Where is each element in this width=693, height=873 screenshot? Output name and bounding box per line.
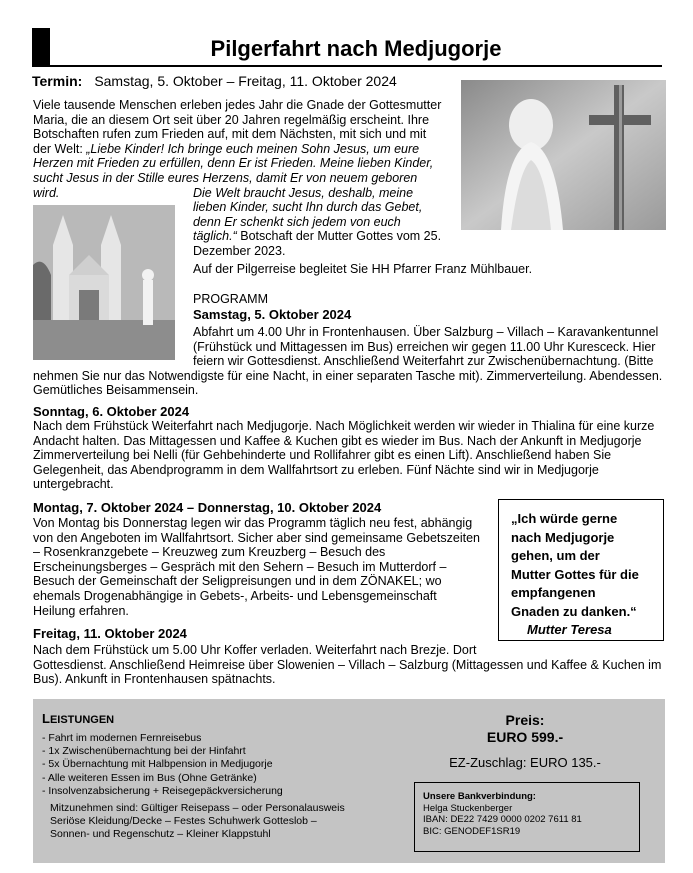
leistungen-heading-initial: L	[42, 711, 50, 726]
intro-line	[193, 186, 443, 201]
day3-text	[33, 516, 485, 618]
begleitet-line: Auf der Pilgerreise begleitet Sie HH Pfarrer Franz Mühlbauer.	[193, 262, 533, 276]
day3-heading: Montag, 7. Oktober 2024 – Donnerstag, 10. Oktober 2024	[33, 500, 382, 515]
madonna-cross-photo	[461, 80, 666, 230]
intro-line	[193, 215, 443, 230]
day1-line: Gemütliches Beisammensein.	[33, 383, 199, 398]
intro-line	[33, 142, 443, 157]
intro-line	[193, 229, 443, 244]
preis-label: Preis:	[505, 712, 545, 728]
intro-line	[33, 156, 443, 171]
day2-line: Gelegenheit, das Abendprogramm in dem Wallfahrtsort zu erleben. Fünf Nächte sind wir in Medjugorje	[33, 462, 599, 477]
bank-bic: BIC: GENODEF1SR19	[423, 825, 521, 837]
day3-line: ehemals Drogenabhängige in Gebets-, Arbeits- und Lebensgemeinschaft	[33, 588, 437, 603]
day2-line: Nach dem Frühstück Weiterfahrt nach Medjugorje. Nach Möglichkeit werden wir wieder in Thialina für eine kurze	[33, 419, 655, 433]
title-black-bar	[32, 28, 50, 65]
quote-line: nach Medjugorje	[511, 529, 615, 545]
termin-label: Termin:	[32, 73, 83, 89]
quote-line: Gnaden zu danken.“	[511, 603, 637, 619]
day4-line: Gottesdienst. Anschließend Heimreise über Slowenien – Villach – Salzburg (Mittagessen und Kaffee & Kuchen im	[33, 657, 662, 672]
day4-heading: Freitag, 11. Oktober 2024	[33, 626, 187, 641]
preis-value: EURO 599.-	[486, 729, 564, 745]
leistungen-heading	[42, 711, 114, 726]
leistungen-heading-rest: EISTUNGEN	[49, 714, 115, 726]
day2-line: untergebracht.	[33, 477, 114, 492]
day3-line: Von Montag bis Donnerstag legen wir das Programm täglich neu fest, abhängig	[33, 516, 473, 530]
bank-heading: Unsere Bankverbindung:	[423, 791, 536, 802]
bank-box	[414, 782, 640, 852]
intro-quote-text: denn Er schenkt sich jedem von euch	[193, 214, 401, 229]
day4-line: Bus). Ankunft in Frontenhausen spätnachts.	[33, 672, 276, 687]
leistung-item: - Alle weiteren Essen im Bus (Ohne Getränke)	[42, 772, 283, 785]
leistung-item: - Fahrt im modernen Fernreisebus	[42, 732, 283, 745]
intro-text: der Welt:	[33, 141, 87, 156]
leistung-item: - 5x Übernachtung mit Halbpension in Medjugorje	[42, 758, 283, 771]
day4-text	[33, 643, 665, 687]
day2-line: Andacht halten. Das Mittagessen und Kaffee & Kuchen gibt es wieder im Bus. Nach der Ankunft in Medjugorje	[33, 433, 642, 448]
quote-line: Mutter Gottes für die	[511, 566, 639, 582]
preis-block	[420, 712, 630, 746]
day1-text-wide	[33, 369, 665, 398]
mitnehmen-line: Sonnen- und Regenschutz – Kleiner Klappstuhl	[50, 828, 271, 841]
mitnehmen-text	[50, 802, 345, 842]
intro-text: Botschaft der Mutter Gottes vom 25.	[236, 229, 442, 244]
day1-text	[193, 325, 665, 369]
leistungen-list	[42, 732, 283, 798]
quote-line: empfangenen	[511, 585, 596, 600]
day2-text	[33, 419, 665, 492]
day2-line: Zimmerverteilung bei Nelli (für Gehbehinderte und Rollifahrer gibt es einen Lift). Anschließend haben Sie	[33, 448, 612, 463]
day3-line: Heilung erfahren.	[33, 603, 129, 618]
day3-line: Besuch der Gemeinschaft der Seligpreisungen und in dem ZÖNAKEL; wo	[33, 574, 442, 589]
leistung-item: - 1x Zwischenübernachtung bei der Hinfahrt	[42, 745, 283, 758]
intro-line: Botschaften rufen zum Frieden auf, mit dem Nächsten, mit sich und mit	[33, 127, 427, 142]
day3-line: Erscheinungsberges – Gespräch mit den Sehern – Besuch im Mutterdorf –	[33, 559, 447, 574]
day3-line: – Rosenkranzgebete – Kreuzweg zum Kreuzberg – Besuch des	[33, 545, 386, 560]
intro-quote-text: „Liebe Kinder! Ich bringe euch meinen Sohn Jesus, um eure	[86, 141, 420, 156]
intro-quote-text: Die Welt braucht Jesus, deshalb, meine	[193, 185, 414, 200]
day1-heading: Samstag, 5. Oktober 2024	[193, 307, 352, 322]
intro-line: Maria, die an diesem Ort seit über 20 Jahren regelmäßig erscheint. Ihre	[33, 112, 430, 127]
leistung-item: - Insolvenzabsicherung + Reisegepäckversicherung	[42, 785, 283, 798]
day1-line: (Frühstück und Mittagessen im Bus) erreichen wir gegen 11.00 Uhr Kuresceck. Hier	[193, 339, 656, 354]
bank-name: Helga Stuckenberger	[423, 802, 513, 814]
ez-zuschlag: EZ-Zuschlag: EURO 135.-	[449, 755, 601, 770]
day4-line: Nach dem Frühstück um 5.00 Uhr Koffer verladen. Weiterfahrt nach Brezje. Dort	[33, 643, 477, 657]
termin-value: Samstag, 5. Oktober – Freitag, 11. Oktober 2024	[94, 73, 397, 89]
intro-line	[193, 200, 443, 215]
day1-line: feiern wir Gottesdienst. Anschließend Weiterfahrt zur Zwischenübernachtung. (Bitte	[193, 354, 654, 369]
mitnehmen-line: Seriöse Kleidung/Decke – Festes Schuhwerk Gotteslob –	[50, 815, 317, 828]
intro-quote-text: sucht Jesus in der Stille eures Herzens, damit Er von neuem geboren wird.	[33, 170, 418, 200]
mitnehmen-line: Mitzunehmen sind: Gültiger Reisepass – oder Personalausweis	[50, 802, 345, 814]
page-title: Pilgerfahrt nach Medjugorje	[210, 36, 502, 61]
termin-line	[32, 73, 397, 89]
day3-line: von den Angeboten im Wallfahrtsort. Sicher aber sind gemeinsame Gebetszeiten	[33, 530, 481, 545]
intro-quote-text: täglich.“	[193, 229, 237, 244]
bank-iban: IBAN: DE22 7429 0000 0202 7611 81	[423, 814, 582, 825]
intro-line: Dezember 2023.	[193, 243, 286, 258]
intro-line: Viele tausende Menschen erleben jedes Jahr die Gnade der Gottesmutter	[33, 98, 442, 112]
programm-label: PROGRAMM	[193, 292, 268, 306]
quote-author: Mutter Teresa	[527, 622, 612, 637]
day2-heading: Sonntag, 6. Oktober 2024	[33, 404, 190, 419]
church-photo	[33, 205, 175, 360]
intro-quote-text: lieben Kinder, sucht Ihn durch das Gebet,	[193, 200, 423, 215]
quote-line: gehen, um der	[511, 548, 600, 563]
day1-line: Abfahrt um 4.00 Uhr in Frontenhausen. Über Salzburg – Villach – Karavankentunnel	[193, 325, 659, 339]
day1-line: nehmen Sie nur das Notwendigste für eine Nacht, in einer separaten Tasche mit). Zimmerverteilung. Abendessen.	[33, 368, 663, 383]
intro-quote-text: Herzen mit Frieden zu erfüllen, denn Er ist Frieden. Meine lieben Kinder,	[33, 156, 434, 171]
quote-box	[498, 499, 664, 641]
quote-line: „Ich würde gerne	[511, 511, 618, 526]
intro-paragraph-narrow	[193, 186, 443, 259]
